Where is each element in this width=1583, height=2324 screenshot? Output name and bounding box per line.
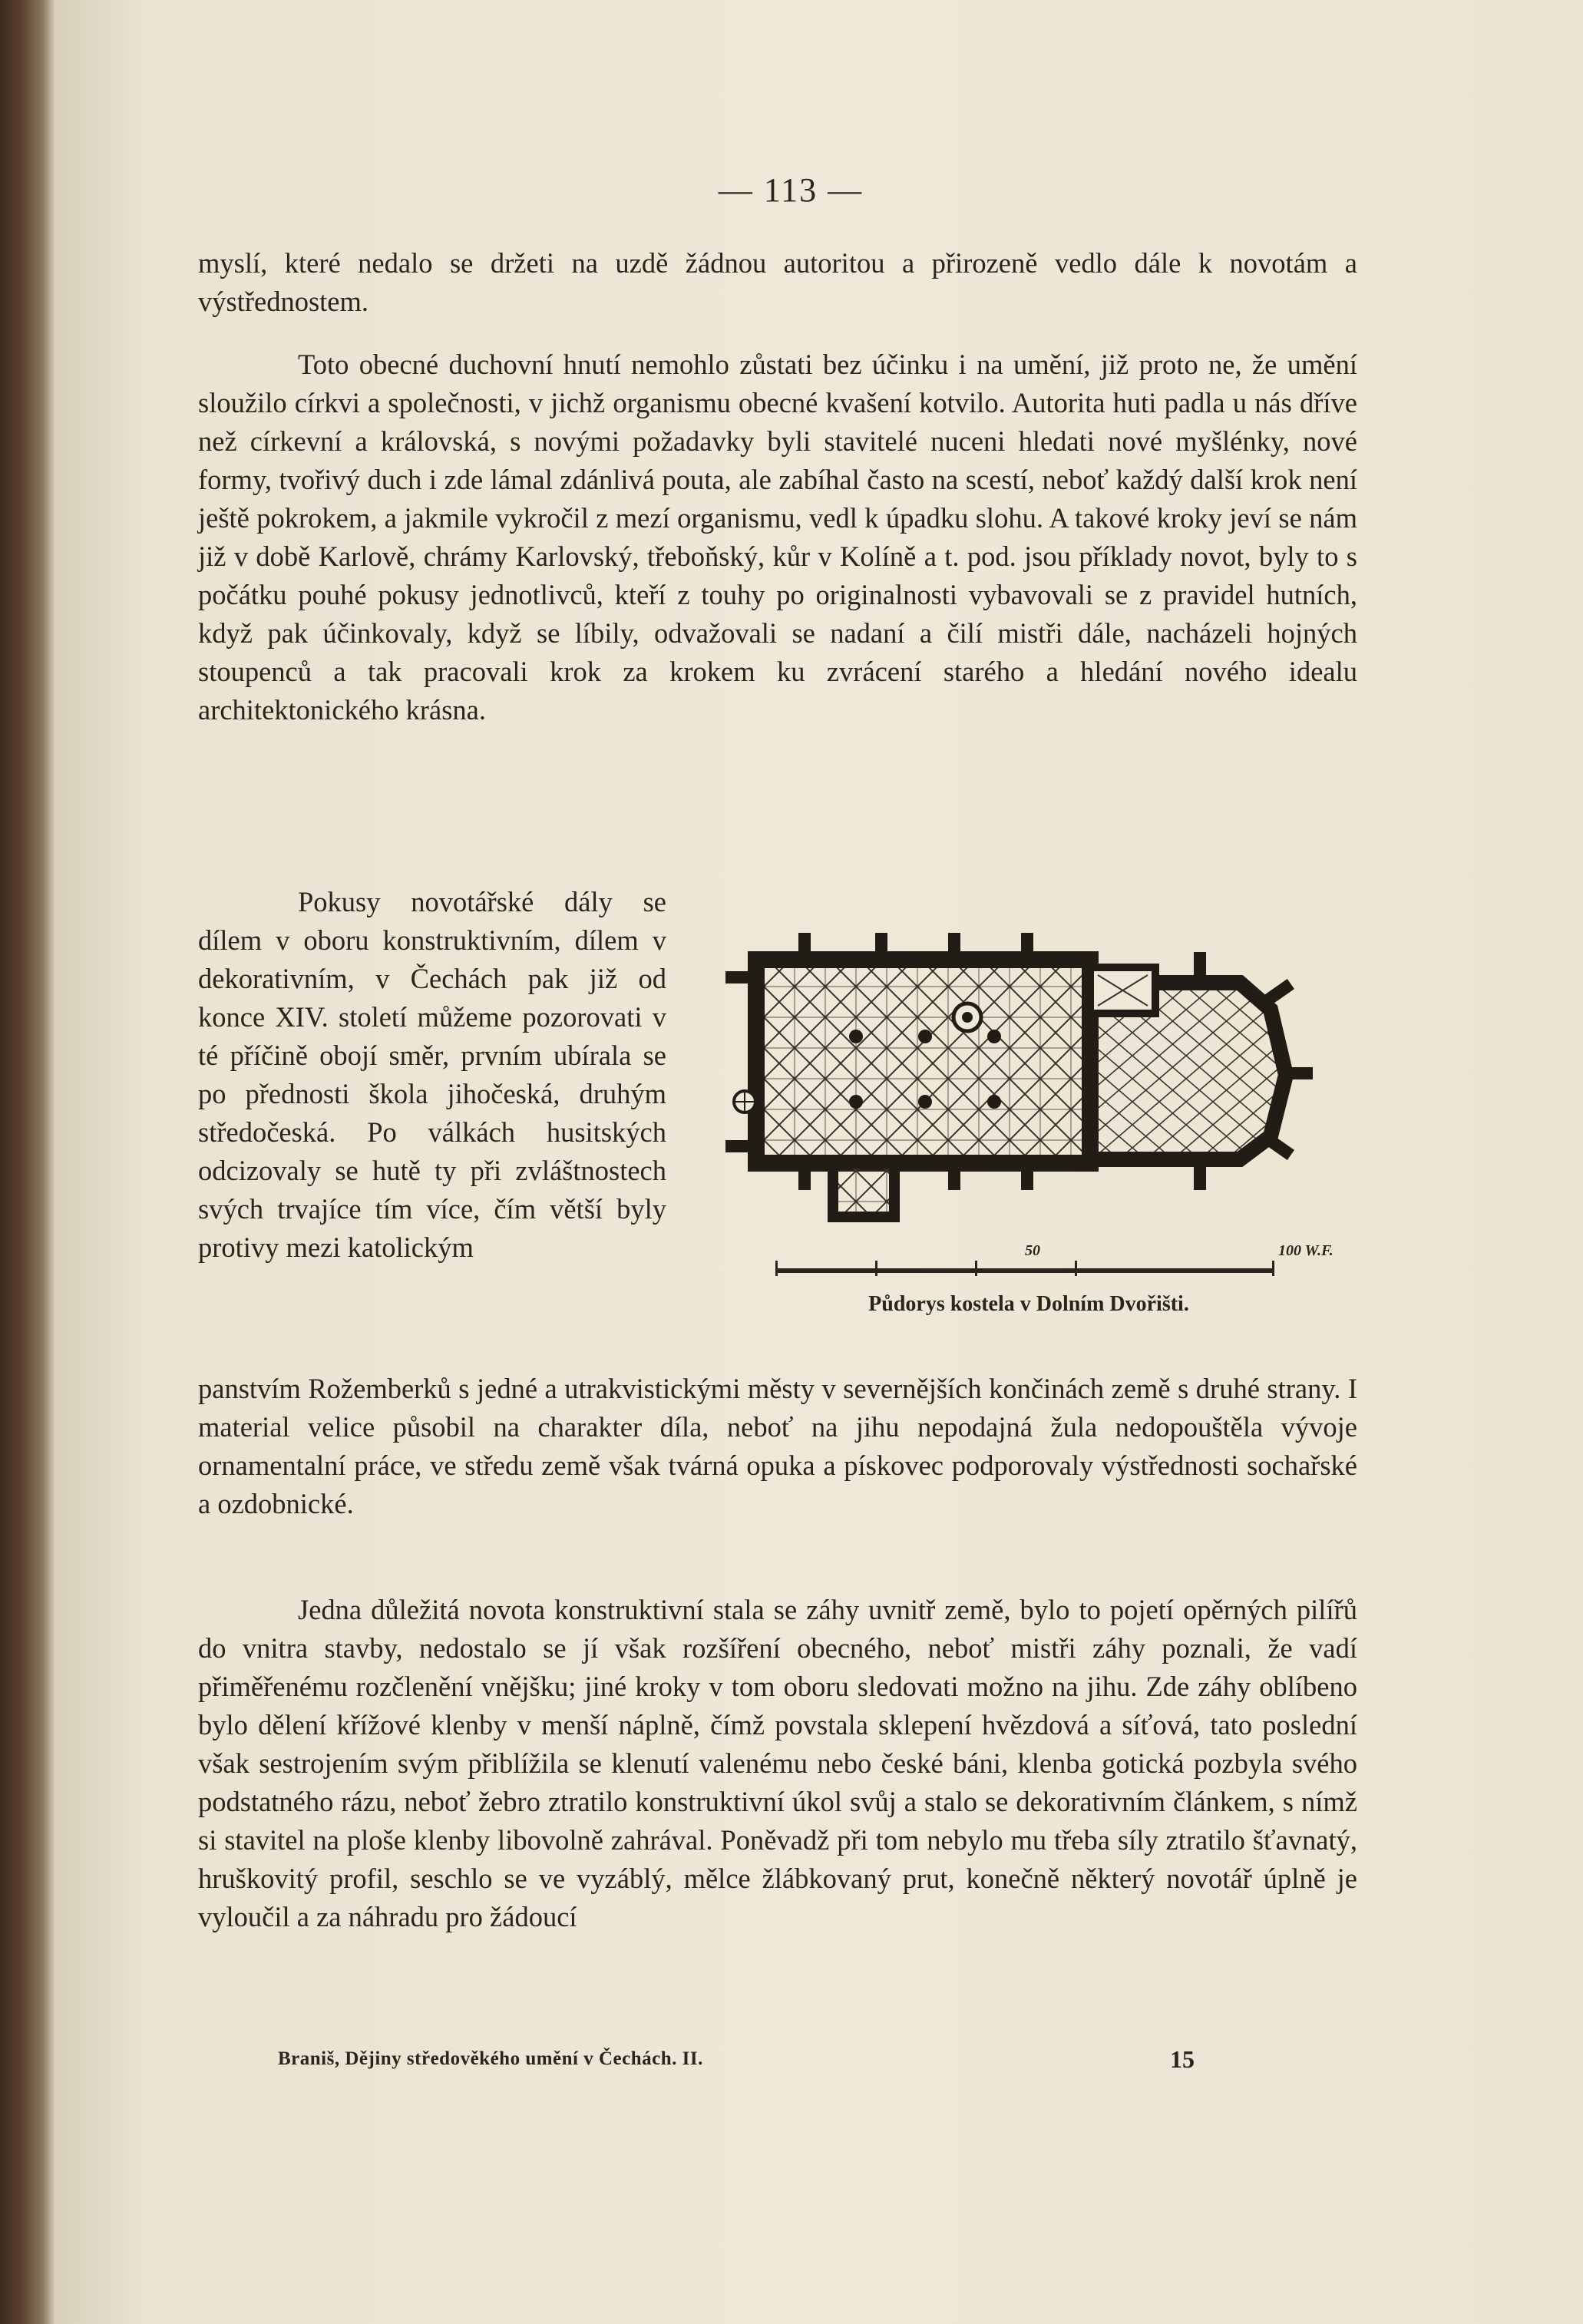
scale-bar — [775, 1268, 1274, 1273]
figure-caption: Půdorys kostela v Dolním Dvořišti. — [868, 1292, 1189, 1316]
footer-citation: Braniš, Dějiny středověkého umění v Čechách. II. — [278, 2048, 703, 2069]
scale-tick — [1075, 1261, 1077, 1276]
paragraph-4: Jedna důležitá novota konstruktivní stala se záhy uvnitř země, bylo to pojetí opěrných pilířů do vnitra stavby, nedostalo se jí však rozšíření obecného, neboť mistři záhy poznali, že vadí přiměřenému rozčlenění vnějšku; jiné kroky v tom oboru sledovati možno na jihu. Zde záhy oblíbeno bylo dělení křížové klenby v menší náplně, čímž povstala sklepení hvězdová a síťová, tato poslední však sestrojením svým přiblížila se klenutí valenému nebo české báni, klenba gotická pozbyla svého podstatného rázu, neboť žebro ztratilo konstruktivní úkol svůj a stalo se dekorativním článkem, s nímž si stavitel na ploše klenby libovolně zahrával. Poněvadž při tom nebylo mu třeba síly ztratilo šťavnatý, hruškovitý profil, seschlo se ve vyzáblý, mělce žlábkovaný prut, konečně některý novotář úplně je vyloučil a za náhradu pro žádoucí — [198, 1594, 1357, 1932]
nave-outline — [756, 960, 1090, 1163]
church-floor-plan-illustration — [702, 894, 1363, 1332]
paragraph-2: Toto obecné duchovní hnutí nemohlo zůstati bez účinku i na umění, již proto ne, že umění sloužilo církvi a společnosti, v jichž organismu obecné kvašení kotvilo. Autorita huti padla u nás dříve než církevní a královská, s novými požadavky byli stavitelé nuceni hledati nové myšlénky, nové formy, tvořivý duch i zde lámal zdánlivá pouta, ale zabíhal často na scestí, neboť každý další krok není ještě pokrokem, a jakmile vykročil z mezí organismu, vedl k úpadku slohu. A takové kroky jeví se nám již v době Karlově, chrámy Karlovský, třeboňský, kůr v Kolíně a t. pod. jsou příklady novot, byly to s počátku pouhé pokusy jednotlivců, kteří z touhy po originalnosti vybavovali se z pravidel hutních, když pak účinkovaly, když se líbily, odvažovali se nadaní a čilí mistři dále, nacházeli hojných stoupenců a tak pracovali krok za krokem ku zvrácení starého a hledání nového idealu architektonického krásna. — [198, 349, 1357, 726]
book-binding — [0, 0, 54, 2324]
scale-label-50: 50 — [1025, 1242, 1040, 1259]
paragraph-3-wrapped: Pokusy novotářské dály se dílem v oboru konstruktivním, dílem v dekorativním, v Čechách pak již od konce XIV. století můžeme pozorovati v té příčině obojí směr, prvním ubírala se po přednosti škola jihočeská, druhým středočeská. Po válkách husitských odcizovaly se hutě ty při zvláštnostech svých trvajíce tím více, čím větší byly protivy mezi katolickým — [198, 886, 666, 1263]
scale-label-100: 100 W.F. — [1278, 1242, 1333, 1259]
scale-tick — [975, 1261, 977, 1276]
paragraph-1: myslí, které nedalo se držeti na uzdě žádnou autoritou a přirozeně vedlo dále k novotám a výstřednostem. — [198, 247, 1357, 317]
scale-tick — [875, 1261, 877, 1276]
paragraph-3-continued: panstvím Rožemberků s jedné a utrakvistickými městy v severnějších končinách země s druhé strany. I material velice působil na charakter díla, neboť na jihu nepodajná žula nedopouštěla vývoje ornamentalní práce, ve středu země však tvárná opuka a pískovec podporovaly výstřednosti sochařské a ozdobnické. — [198, 1373, 1357, 1519]
sheet-number: 15 — [1170, 2045, 1195, 2073]
page-number: — 113 — — [718, 171, 864, 209]
scale-tick — [775, 1261, 778, 1276]
scale-tick — [1272, 1261, 1274, 1276]
